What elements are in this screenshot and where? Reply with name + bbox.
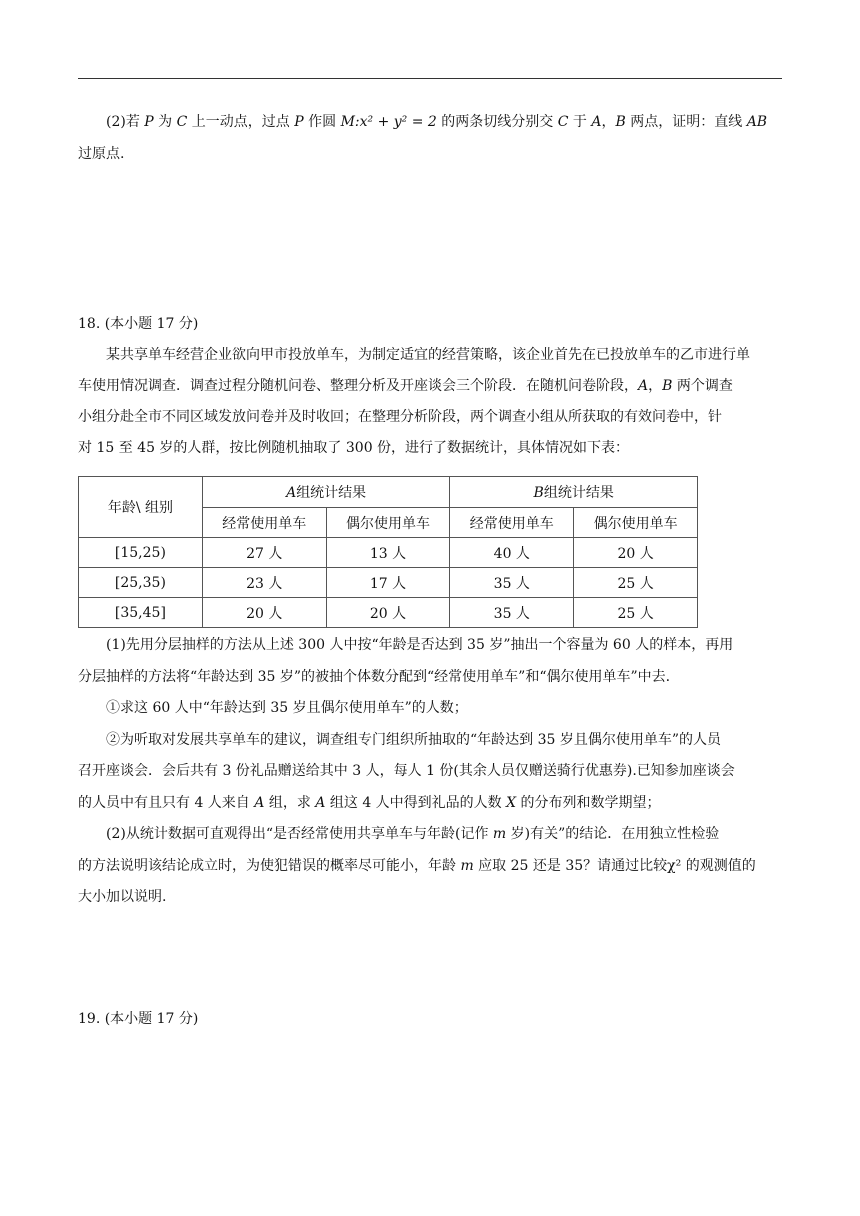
sub-header: 偶尔使用单车 (574, 508, 698, 538)
q18-part2-line3: 大小加以说明. (78, 889, 167, 905)
count-cell: 35 人 (450, 568, 574, 598)
sub-header: 偶尔使用单车 (326, 508, 450, 538)
sub-header: 经常使用单车 (450, 508, 574, 538)
group-a-header: A组统计结果 (202, 477, 450, 508)
sub-header: 经常使用单车 (202, 508, 326, 538)
count-cell: 27 人 (202, 538, 326, 568)
q17-part2 (78, 106, 782, 138)
age-cell: [35,45] (79, 598, 203, 628)
count-cell: 40 人 (450, 538, 574, 568)
count-cell: 35 人 (450, 598, 574, 628)
count-cell: 25 人 (574, 568, 698, 598)
q17-part2-line2: 过原点. (78, 146, 125, 162)
q17-part2-line1: (2)若 P 为 C 上一动点，过点 P 作圆 M:x² + y² = 2 的两条切线分别交 C 于 A，B 两点，证明：直线 AB (106, 114, 768, 130)
q18-intro-line1: 某共享单车经营企业欲向甲市投放单车，为制定适宜的经营策略，该企业首先在已投放单车的乙市进行单 (106, 347, 750, 363)
age-cell: [25,35) (79, 568, 203, 598)
count-cell: 17 人 (326, 568, 450, 598)
q18-part2-line1: (2)从统计数据可直观得出“是否经常使用共享单车与年龄(记作 m 岁)有关”的结论．在用独立性检验 (106, 826, 720, 842)
count-cell: 20 人 (326, 598, 450, 628)
group-b-header: B组统计结果 (450, 477, 698, 508)
q18-part2-line2: 的方法说明该结论成立时，为使犯错误的概率尽可能小，年龄 m 应取 25 还是 35？请通过比较χ² 的观测值的 (78, 857, 756, 874)
age-cell: [15,25) (79, 538, 203, 568)
table-row (79, 568, 698, 598)
q18-sub2-line1: ②为听取对发展共享单车的建议，调查组专门组织所抽取的“年龄达到 35 岁且偶尔使用单车”的人员 (106, 731, 722, 748)
table-corner-header: 年龄\ 组别 (79, 477, 203, 538)
count-cell: 25 人 (574, 598, 698, 628)
circle-equation: :x² + y² = 2 (354, 114, 437, 130)
q18-part1-line2: 分层抽样的方法将“年龄达到 35 岁”的被抽个体数分配到“经常使用单车”和“偶尔使用单车”中去. (78, 668, 671, 685)
q18-part1-line1: (1)先用分层抽样的方法从上述 300 人中按“年龄是否达到 35 岁”抽出一个容量为 60 人的样本，再用 (106, 637, 734, 653)
count-cell: 20 人 (574, 538, 698, 568)
survey-table (78, 476, 698, 628)
count-cell: 23 人 (202, 568, 326, 598)
table-row (79, 538, 698, 568)
count-cell: 20 人 (202, 598, 326, 628)
q18-part1 (78, 630, 782, 914)
circle-name: M (340, 114, 355, 130)
header-rule (78, 78, 782, 79)
q19-title: 19. (本小题 17 分) (78, 1011, 199, 1027)
q18-intro-line2: 车使用情况调查．调查过程分随机问卷、整理分析及开座谈会三个阶段．在随机问卷阶段，A，B 两个调查 (78, 378, 733, 394)
table-row (79, 598, 698, 628)
q18-intro-line4: 对 15 至 45 岁的人群，按比例随机抽取了 300 份，进行了数据统计，具体情况如下表： (78, 440, 630, 456)
q18-title: 18. (本小题 17 分) (78, 316, 199, 332)
q18-intro-line3: 小组分赴全市不同区域发放问卷并及时收回；在整理分析阶段，两个调查小组从所获取的有效问卷中，针 (78, 409, 722, 425)
q18-sub2-line3: 的人员中有且只有 4 人来自 A 组，求 A 组这 4 人中得到礼品的人数 X 的分布列和数学期望； (78, 794, 661, 811)
count-cell: 13 人 (326, 538, 450, 568)
q18-sub2-line2: 召开座谈会．会后共有 3 份礼品赠送给其中 3 人，每人 1 份(其余人员仅赠送骑行优惠券).已知参加座谈会 (78, 763, 735, 779)
q18-sub1: ①求这 60 人中“年龄达到 35 岁且偶尔使用单车”的人数； (106, 700, 468, 716)
q18-intro (78, 340, 782, 464)
